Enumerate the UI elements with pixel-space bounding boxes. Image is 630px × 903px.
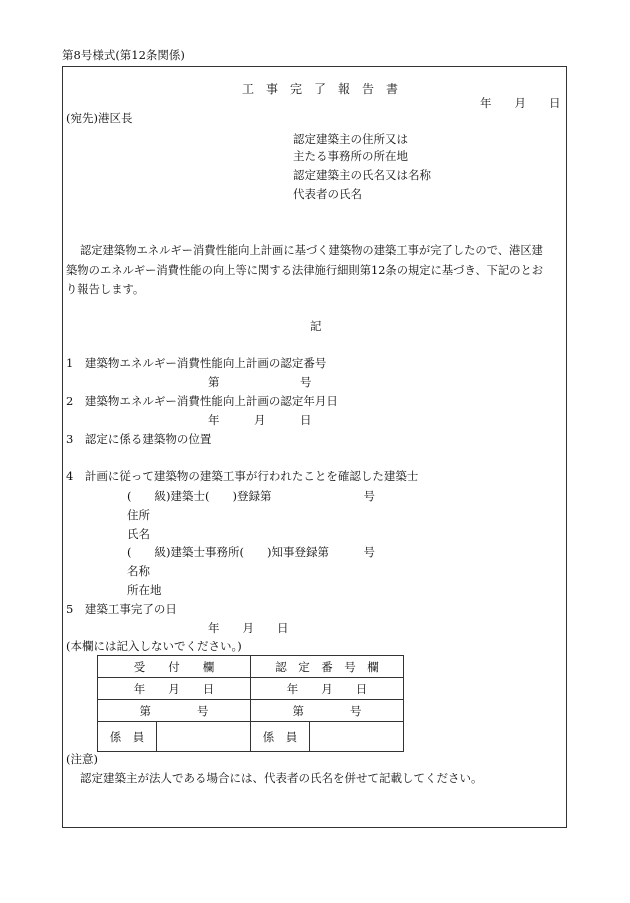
item-1-certification-number: 1 建築物エネルギー消費性能向上計画の認定番号 xyxy=(66,356,327,370)
body-line-1: 認定建築物エネルギー消費性能向上計画に基づく建築物の建築工事が完了したので、港区建 xyxy=(80,244,543,257)
body-line-2: 築物のエネルギー消費性能の向上等に関する法律施行細則第12条の規定に基づき、下記のとお xyxy=(66,264,544,277)
certification-number-header: 認 定 番 号 欄 xyxy=(251,656,404,678)
item-4-office-name: 名称 xyxy=(127,564,150,578)
item-4-office-location: 所在地 xyxy=(127,583,162,597)
reception-date: 年 月 日 xyxy=(98,678,251,700)
addressee: (宛先)港区長 xyxy=(66,111,133,125)
ki-heading: 記 xyxy=(310,319,322,333)
reception-header: 受 付 欄 xyxy=(98,656,251,678)
item-4-architect-address: 住所 xyxy=(127,508,150,522)
office-use-table xyxy=(97,655,404,752)
form-label: 第8号様式(第12条関係) xyxy=(62,48,185,62)
certification-staff-label: 係 員 xyxy=(251,722,310,752)
item-4-architect-name: 氏名 xyxy=(127,527,150,541)
representative-name-label: 代表者の氏名 xyxy=(293,187,362,201)
item-4-architect: 4 計画に従って建築物の建築工事が行われたことを確認した建築士 xyxy=(66,469,419,483)
applicant-address-label: 認定建築主の住所又は xyxy=(293,132,408,146)
reception-staff-label: 係 員 xyxy=(98,722,157,752)
notes-text: 認定建築主が法人である場合には、代表者の氏名を併せて記載してください。 xyxy=(80,771,483,785)
notes-label: (注意) xyxy=(66,752,98,766)
report-date: 年 月 日 xyxy=(480,96,561,110)
item-2-date-value: 年 月 日 xyxy=(208,413,312,427)
body-line-3: り報告します。 xyxy=(66,283,145,296)
item-4-architect-registration: ( 級)建築士( )登録第 号 xyxy=(127,489,375,503)
certification-number: 第 号 xyxy=(251,700,404,722)
item-5-date-value: 年 月 日 xyxy=(208,621,289,635)
item-3-building-location: 3 認定に係る建築物の位置 xyxy=(66,432,212,446)
certification-staff-field xyxy=(310,722,404,752)
reception-number: 第 号 xyxy=(98,700,251,722)
reception-staff-field xyxy=(157,722,251,752)
item-1-number-value: 第 号 xyxy=(208,375,312,389)
office-use-note: (本欄には記入しないでください。) xyxy=(66,639,242,653)
certification-date: 年 月 日 xyxy=(251,678,404,700)
applicant-name-label: 認定建築主の氏名又は名称 xyxy=(293,168,431,182)
item-5-completion-date: 5 建築工事完了の日 xyxy=(66,602,177,616)
page-title: 工 事 完 了 報 告 書 xyxy=(242,82,399,96)
item-4-office-registration: ( 級)建築士事務所( )知事登録第 号 xyxy=(127,545,375,559)
item-2-certification-date: 2 建築物エネルギー消費性能向上計画の認定年月日 xyxy=(66,394,338,408)
applicant-office-label: 主たる事務所の所在地 xyxy=(293,149,408,163)
